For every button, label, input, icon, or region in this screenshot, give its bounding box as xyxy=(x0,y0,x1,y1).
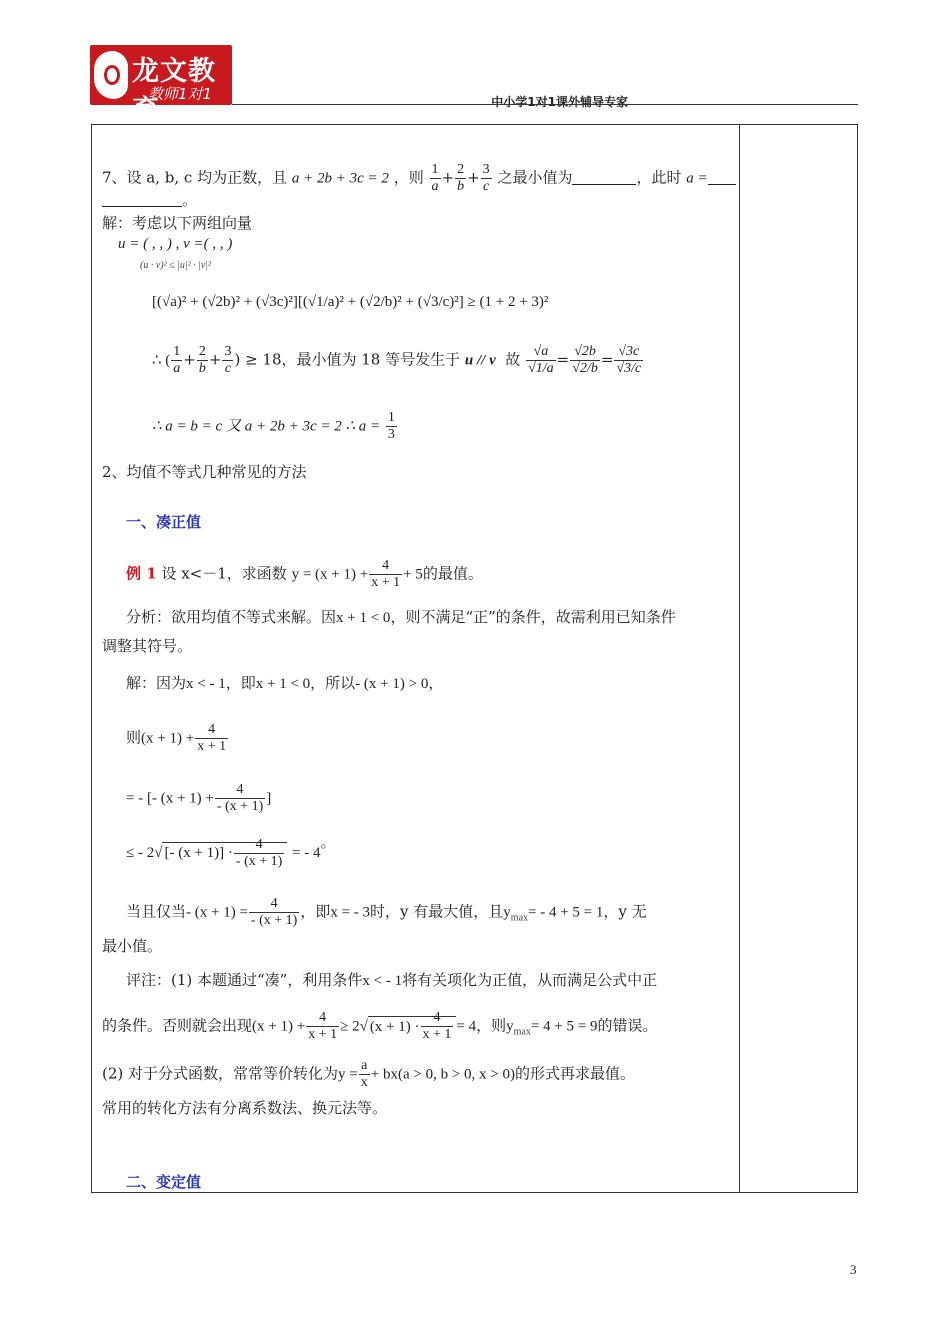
step-2-a: = - [- (x + 1) + xyxy=(126,790,214,807)
step-3-radicand: [- (x + 1)] · $\frac{4}{- (x + 1)}$ xyxy=(162,842,287,861)
step-2 xyxy=(126,782,271,815)
section-2-title: 2、均值不等式几种常见的方法 xyxy=(102,463,307,481)
comment-m6: = 4 + 5 = 9 xyxy=(530,1018,598,1035)
problem-7-constraint: a + 2b + 3c = 2 xyxy=(291,170,389,187)
header-tagline: 中小学1对1课外辅导专家 xyxy=(491,95,628,109)
comment-m1: x < - 1 xyxy=(362,973,403,989)
jie-m1: x < - 1 xyxy=(186,676,226,692)
min-post: ) ≥ 18，最小值为 18 等号发生于 xyxy=(234,350,461,369)
problem-7-var: a = xyxy=(686,170,708,187)
solution-cauchy-ineq: (u · v)² ≤ |u|² · |v|² xyxy=(140,260,212,271)
equality-c: 时，y 有最大值，且 xyxy=(370,902,504,921)
solution-vectors: u = ( , , ) , v =( , , ) xyxy=(118,236,233,252)
analysis-line-2: 调整其符号。 xyxy=(102,637,193,655)
equality-frac: $\frac{4}{- (x + 1)}$ xyxy=(250,896,298,928)
comment-sub: max xyxy=(513,1026,531,1038)
answer-blank-a-cont xyxy=(102,192,182,207)
equality-sub: max xyxy=(510,912,529,924)
comment-m3: ≥ 2 xyxy=(340,1018,360,1035)
problem-7-text-2: ，则 xyxy=(393,168,424,187)
min-pre: ∴ ( xyxy=(152,352,171,369)
solution-intro: 解：考虑以下两组向量 xyxy=(102,214,253,232)
step-1-frac: $\frac{4}{x + 1}$ xyxy=(197,722,227,754)
frac-1-a-b: $\frac{1}{a}$ xyxy=(173,344,181,376)
frac-1-a: $\frac{1}{a}$ xyxy=(431,162,439,194)
step-3-b: = - 4 xyxy=(292,845,321,861)
comment-e: 的错误。 xyxy=(597,1016,658,1035)
frac-2-b: $\frac{2}{b}$ xyxy=(457,162,465,194)
step-1-expr: (x + 1) + xyxy=(141,730,195,747)
problem-7-text: 7、设 a, b, c 均为正数，且 xyxy=(102,168,288,187)
analysis-line-1 xyxy=(126,607,676,628)
conclusion-text: ∴ a = b = c 又 a + 2b + 3c = 2 ∴ a = xyxy=(152,418,381,435)
jie-line xyxy=(126,673,443,694)
equality-m4: = - 4 + 5 = 1 xyxy=(528,904,604,921)
comment-m7: y = xyxy=(338,1066,358,1083)
jie-m2: x + 1 < 0 xyxy=(255,676,311,692)
parallel-relation: u // v xyxy=(464,352,496,369)
heading-1: 一、凑正值 xyxy=(126,513,202,531)
logo-brand-text: 龙文教育 xyxy=(132,56,216,126)
example-1 xyxy=(126,558,483,591)
step-2-b: ] xyxy=(266,790,272,807)
logo-face-icon xyxy=(94,51,128,99)
equality-m3: y xyxy=(503,904,511,921)
step-3 xyxy=(126,832,336,870)
solution-cauchy-expanded: [(√a)² + (√2b)² + (√3c)²][(√1/a)² + (√2/b)² + (√3/c)²] ≥ (1 + 2 + 3)² xyxy=(152,294,549,310)
comment-m8: + bx(a > 0, b > 0, x > 0) xyxy=(370,1066,515,1083)
analysis-b: ，则不满足“正”的条件，故需利用已知条件 xyxy=(390,608,676,626)
example-1-post: 的最值。 xyxy=(422,564,483,583)
frac-3-c-b: $\frac{3}{c}$ xyxy=(224,344,232,376)
page-number: 3 xyxy=(850,1262,857,1277)
problem-7: 7、设 a, b, c 均为正数，且 a + 2b + 3c = 2 ，则 $\frac{1}{a}$ + $\frac{2}{b}$ + $\frac{3}{c}$ 之最小值为 ，此时 a = xyxy=(102,162,736,195)
problem-7-period: 。 xyxy=(182,191,198,209)
problem-7-text-3: 之最小值为 xyxy=(497,168,573,187)
step-3-a: ≤ - 2 xyxy=(126,845,155,861)
table-column-divider xyxy=(739,125,740,1192)
equality-line-2: 最小值。 xyxy=(102,937,163,955)
equality-d: ，y 无 xyxy=(603,902,647,921)
equality-m1: - (x + 1) = xyxy=(186,904,248,921)
problem-7-tail xyxy=(102,190,197,210)
jie-c: ，所以 xyxy=(310,674,356,692)
ratio-3: $\frac{√3c}{√3/c}$ xyxy=(616,344,642,376)
example-1-func: y = (x + 1) + xyxy=(291,566,369,583)
comment-m2: (x + 1) + xyxy=(252,1018,306,1035)
step-1 xyxy=(126,722,229,755)
problem-7-text-4: ，此时 xyxy=(636,168,682,187)
comment-radicand: (x + 1) · $\frac{4}{x + 1}$ xyxy=(368,1016,457,1035)
frac-one-third: $\frac{1}{3}$ xyxy=(387,410,395,442)
equality-m2: x = - 3 xyxy=(330,904,371,921)
step-3-c: 。 xyxy=(320,833,336,851)
comment-frac-ax: $\frac{a}{x}$ xyxy=(360,1058,368,1090)
comment-line-1 xyxy=(126,970,657,991)
frac-2-b-b: $\frac{2}{b}$ xyxy=(198,344,206,376)
heading-2: 二、变定值 xyxy=(126,1173,202,1191)
comment-frac: $\frac{4}{x + 1}$ xyxy=(308,1010,338,1042)
solution-min-line: ∴ ( $\frac{1}{a}$ + $\frac{2}{b}$ + $\frac{3}{c}$ ) ≥ 18，最小值为 18 等号发生于 u // v 故 $\frac{√a}{√1/a}$ = $\frac{√2b}{√2/b}$ = $\frac{√3c}{√3/c}$ xyxy=(152,344,642,376)
example-1-pre: 设 x<－1，求函数 xyxy=(156,564,287,583)
jie-m3: - (x + 1) > 0 xyxy=(355,676,429,692)
frac-4-x1: $\frac{4}{x + 1}$ xyxy=(371,558,401,590)
comment-c: 的条件。否则就会出现 xyxy=(102,1016,253,1035)
jie-b: ，即 xyxy=(225,674,256,692)
solution-conclusion xyxy=(152,410,398,443)
equality-line-1 xyxy=(126,896,647,929)
ratio-2: $\frac{√2b}{√2/b}$ xyxy=(572,344,598,376)
comment-b: 将有关项化为正值，从而满足公式中正 xyxy=(402,971,658,989)
example-1-label: 例 1 xyxy=(126,564,157,583)
step-2-frac: $\frac{4}{- (x + 1)}$ xyxy=(216,782,264,814)
header-divider xyxy=(232,104,858,105)
brand-logo xyxy=(90,45,232,126)
jie-d: ， xyxy=(428,674,444,692)
comment-line-4: 常用的转化方法有分离系数法、换元法等。 xyxy=(102,1099,388,1117)
therefore-gu: 故 xyxy=(505,350,521,369)
comment-g: 的形式再求最值。 xyxy=(515,1064,636,1083)
frac-3-c: $\frac{3}{c}$ xyxy=(482,162,490,194)
analysis-a: 分析：欲用均值不等式来解。因 xyxy=(126,608,337,626)
comment-line-2 xyxy=(102,1010,658,1043)
ratio-1: $\frac{√a}{√1/a}$ xyxy=(528,344,554,376)
comment-m4: = 4 xyxy=(456,1018,477,1035)
analysis-math: x + 1 < 0 xyxy=(336,610,391,626)
answer-blank-a xyxy=(708,170,736,185)
equality-a: 当且仅当 xyxy=(126,902,187,921)
step-ze: 则 xyxy=(126,728,142,747)
comment-sqrt-sign: √ xyxy=(359,1018,368,1035)
comment-f: (2) 对于分式函数，常常等价转化为 xyxy=(102,1064,339,1083)
comment-a: 评注：(1) 本题通过“凑”，利用条件 xyxy=(126,971,363,989)
comment-d: ，则 xyxy=(476,1016,507,1035)
sqrt-sign: √ xyxy=(154,845,163,861)
logo-sub-text: 教师1对1 xyxy=(148,85,213,103)
equality-b: ，即 xyxy=(300,902,331,921)
comment-m5: y xyxy=(506,1018,514,1035)
example-1-func-tail: + 5 xyxy=(403,566,423,583)
comment-line-3 xyxy=(102,1058,635,1091)
answer-blank-min xyxy=(572,170,636,185)
jie-a: 解：因为 xyxy=(126,674,187,692)
